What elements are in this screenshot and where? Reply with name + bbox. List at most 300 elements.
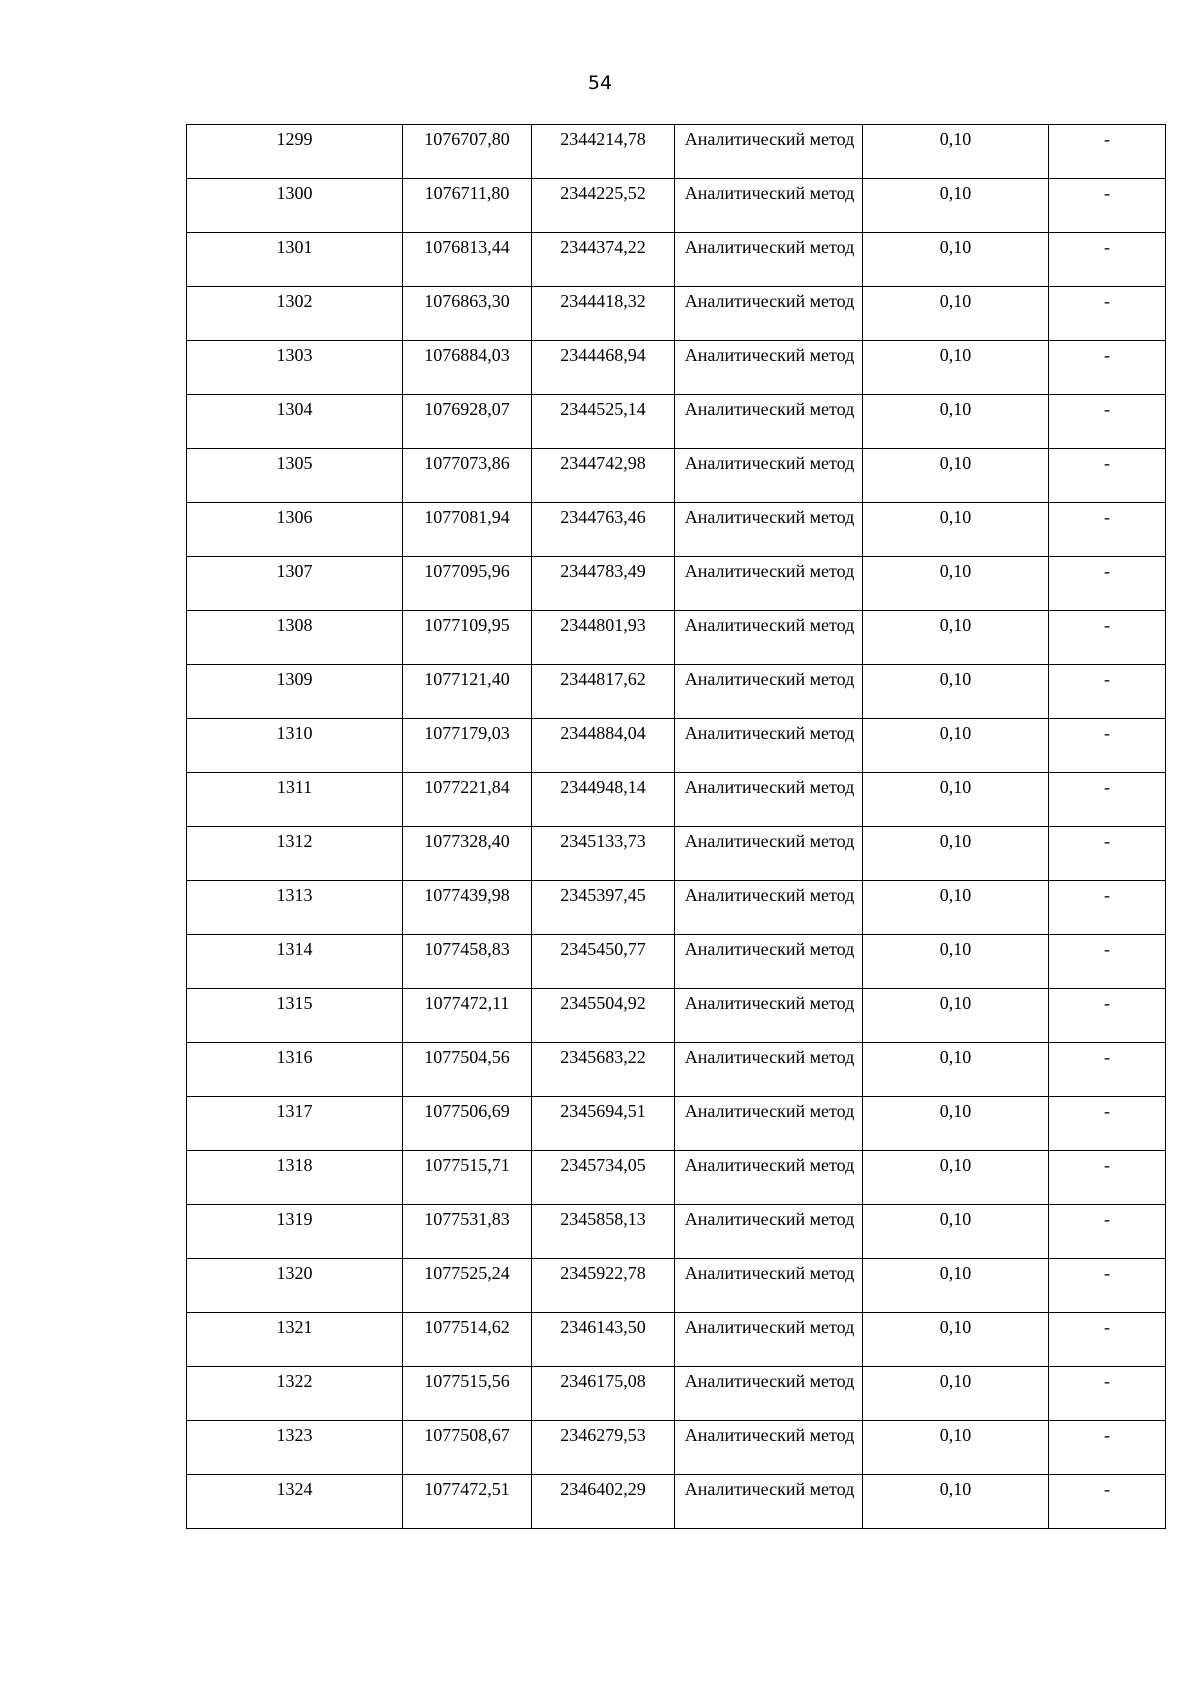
method-cell: [675, 1151, 863, 1205]
accuracy-cell-text: 0,10: [939, 1371, 972, 1391]
x-coordinate-cell-text: 1077514,62: [424, 1317, 510, 1337]
y-coordinate-cell-text: 2345504,92: [560, 993, 646, 1013]
x-coordinate-cell: [403, 1205, 532, 1259]
y-coordinate-cell-text: 2344374,22: [560, 237, 646, 257]
table-row: [187, 1205, 1166, 1259]
accuracy-cell-text: 0,10: [939, 183, 972, 203]
point-number-cell: [187, 1421, 403, 1475]
y-coordinate-cell: [532, 719, 675, 773]
table-row: [187, 773, 1166, 827]
y-coordinate-cell: [532, 1475, 675, 1529]
x-coordinate-cell: [403, 449, 532, 503]
y-coordinate-cell: [532, 233, 675, 287]
y-coordinate-cell: [532, 1205, 675, 1259]
point-number-cell-text: 1315: [276, 993, 313, 1013]
point-number-cell-text: 1306: [276, 507, 313, 527]
accuracy-cell: [863, 1205, 1049, 1259]
y-coordinate-cell-text: 2346175,08: [560, 1371, 646, 1391]
y-coordinate-cell: [532, 1367, 675, 1421]
accuracy-cell: [863, 1475, 1049, 1529]
note-cell-text: -: [1104, 399, 1110, 419]
table-row: [187, 827, 1166, 881]
point-number-cell: [187, 1367, 403, 1421]
note-cell-text: -: [1104, 1101, 1110, 1121]
point-number-cell: [187, 1151, 403, 1205]
note-cell-text: -: [1104, 993, 1110, 1013]
x-coordinate-cell-text: 1077458,83: [424, 939, 510, 959]
point-number-cell-text: 1305: [276, 453, 313, 473]
accuracy-cell: [863, 449, 1049, 503]
point-number-cell: [187, 773, 403, 827]
point-number-cell: [187, 179, 403, 233]
accuracy-cell: [863, 611, 1049, 665]
point-number-cell: [187, 611, 403, 665]
accuracy-cell: [863, 287, 1049, 341]
table-row: [187, 1259, 1166, 1313]
y-coordinate-cell-text: 2344763,46: [560, 507, 646, 527]
table-row: [187, 935, 1166, 989]
method-cell-text: Аналитический метод: [684, 183, 855, 203]
accuracy-cell-text: 0,10: [939, 1263, 972, 1283]
point-number-cell: [187, 665, 403, 719]
note-cell: [1049, 1475, 1166, 1529]
x-coordinate-cell: [403, 1475, 532, 1529]
point-number-cell: [187, 341, 403, 395]
note-cell-text: -: [1104, 1479, 1110, 1499]
accuracy-cell-text: 0,10: [939, 1047, 972, 1067]
note-cell: [1049, 1367, 1166, 1421]
x-coordinate-cell-text: 1077506,69: [424, 1101, 510, 1121]
point-number-cell-text: 1320: [276, 1263, 313, 1283]
table-row: [187, 341, 1166, 395]
table-row: [187, 233, 1166, 287]
accuracy-cell: [863, 665, 1049, 719]
note-cell-text: -: [1104, 453, 1110, 473]
y-coordinate-cell: [532, 935, 675, 989]
accuracy-cell: [863, 125, 1049, 179]
method-cell: [675, 125, 863, 179]
note-cell-text: -: [1104, 1263, 1110, 1283]
point-number-cell-text: 1310: [276, 723, 313, 743]
table-row: [187, 1367, 1166, 1421]
table-row: [187, 179, 1166, 233]
point-number-cell: [187, 1097, 403, 1151]
method-cell: [675, 719, 863, 773]
method-cell: [675, 1313, 863, 1367]
x-coordinate-cell: [403, 989, 532, 1043]
point-number-cell: [187, 1043, 403, 1097]
point-number-cell: [187, 449, 403, 503]
method-cell-text: Аналитический метод: [684, 561, 855, 581]
table-row: [187, 125, 1166, 179]
method-cell: [675, 557, 863, 611]
x-coordinate-cell-text: 1076813,44: [424, 237, 510, 257]
accuracy-cell: [863, 1367, 1049, 1421]
method-cell: [675, 1205, 863, 1259]
accuracy-cell: [863, 557, 1049, 611]
accuracy-cell-text: 0,10: [939, 669, 972, 689]
point-number-cell-text: 1318: [276, 1155, 313, 1175]
y-coordinate-cell: [532, 1313, 675, 1367]
point-number-cell-text: 1323: [276, 1425, 313, 1445]
note-cell-text: -: [1104, 1317, 1110, 1337]
accuracy-cell: [863, 989, 1049, 1043]
accuracy-cell-text: 0,10: [939, 885, 972, 905]
table-row: [187, 611, 1166, 665]
y-coordinate-cell: [532, 1259, 675, 1313]
accuracy-cell-text: 0,10: [939, 1209, 972, 1229]
method-cell: [675, 341, 863, 395]
accuracy-cell: [863, 179, 1049, 233]
method-cell-text: Аналитический метод: [684, 1047, 855, 1067]
y-coordinate-cell-text: 2345450,77: [560, 939, 646, 959]
point-number-cell-text: 1321: [276, 1317, 313, 1337]
note-cell-text: -: [1104, 1371, 1110, 1391]
method-cell-text: Аналитический метод: [684, 1479, 855, 1499]
accuracy-cell-text: 0,10: [939, 615, 972, 635]
accuracy-cell: [863, 341, 1049, 395]
point-number-cell-text: 1311: [276, 777, 313, 797]
accuracy-cell-text: 0,10: [939, 1425, 972, 1445]
accuracy-cell-text: 0,10: [939, 291, 972, 311]
y-coordinate-cell-text: 2345734,05: [560, 1155, 646, 1175]
y-coordinate-cell: [532, 179, 675, 233]
y-coordinate-cell-text: 2346143,50: [560, 1317, 646, 1337]
x-coordinate-cell-text: 1077109,95: [424, 615, 510, 635]
x-coordinate-cell: [403, 1421, 532, 1475]
point-number-cell-text: 1314: [276, 939, 313, 959]
method-cell: [675, 395, 863, 449]
point-number-cell: [187, 1313, 403, 1367]
x-coordinate-cell-text: 1076884,03: [424, 345, 510, 365]
accuracy-cell-text: 0,10: [939, 831, 972, 851]
note-cell: [1049, 179, 1166, 233]
note-cell: [1049, 1043, 1166, 1097]
x-coordinate-cell-text: 1077439,98: [424, 885, 510, 905]
point-number-cell-text: 1312: [276, 831, 313, 851]
x-coordinate-cell: [403, 287, 532, 341]
x-coordinate-cell: [403, 773, 532, 827]
y-coordinate-cell: [532, 1043, 675, 1097]
table-row: [187, 881, 1166, 935]
note-cell: [1049, 773, 1166, 827]
note-cell-text: -: [1104, 777, 1110, 797]
table-row: [187, 557, 1166, 611]
method-cell-text: Аналитический метод: [684, 669, 855, 689]
note-cell: [1049, 341, 1166, 395]
point-number-cell-text: 1304: [276, 399, 313, 419]
y-coordinate-cell: [532, 395, 675, 449]
point-number-cell-text: 1324: [276, 1479, 313, 1499]
note-cell-text: -: [1104, 129, 1110, 149]
x-coordinate-cell: [403, 935, 532, 989]
note-cell: [1049, 287, 1166, 341]
point-number-cell-text: 1317: [276, 1101, 313, 1121]
y-coordinate-cell: [532, 773, 675, 827]
note-cell: [1049, 1313, 1166, 1367]
method-cell-text: Аналитический метод: [684, 1155, 855, 1175]
y-coordinate-cell: [532, 1097, 675, 1151]
method-cell: [675, 449, 863, 503]
point-number-cell-text: 1308: [276, 615, 313, 635]
accuracy-cell: [863, 827, 1049, 881]
note-cell: [1049, 1421, 1166, 1475]
table-row: [187, 1421, 1166, 1475]
accuracy-cell-text: 0,10: [939, 993, 972, 1013]
note-cell-text: -: [1104, 507, 1110, 527]
note-cell: [1049, 827, 1166, 881]
y-coordinate-cell-text: 2344468,94: [560, 345, 646, 365]
x-coordinate-cell-text: 1077081,94: [424, 507, 510, 527]
table-row: [187, 503, 1166, 557]
page-number: 54: [587, 72, 613, 94]
point-number-cell-text: 1322: [276, 1371, 313, 1391]
method-cell: [675, 935, 863, 989]
method-cell-text: Аналитический метод: [684, 1101, 855, 1121]
accuracy-cell: [863, 503, 1049, 557]
y-coordinate-cell: [532, 881, 675, 935]
note-cell-text: -: [1104, 561, 1110, 581]
accuracy-cell: [863, 395, 1049, 449]
accuracy-cell: [863, 1151, 1049, 1205]
y-coordinate-cell: [532, 287, 675, 341]
note-cell-text: -: [1104, 615, 1110, 635]
note-cell-text: -: [1104, 345, 1110, 365]
table-row: [187, 1151, 1166, 1205]
method-cell: [675, 1367, 863, 1421]
y-coordinate-cell: [532, 125, 675, 179]
x-coordinate-cell-text: 1076928,07: [424, 399, 510, 419]
note-cell: [1049, 935, 1166, 989]
accuracy-cell-text: 0,10: [939, 1479, 972, 1499]
note-cell: [1049, 665, 1166, 719]
x-coordinate-cell-text: 1077515,56: [424, 1371, 510, 1391]
accuracy-cell: [863, 1259, 1049, 1313]
y-coordinate-cell-text: 2344948,14: [560, 777, 646, 797]
y-coordinate-cell-text: 2346279,53: [560, 1425, 646, 1445]
y-coordinate-cell: [532, 665, 675, 719]
method-cell: [675, 1421, 863, 1475]
accuracy-cell: [863, 881, 1049, 935]
note-cell-text: -: [1104, 291, 1110, 311]
x-coordinate-cell-text: 1077328,40: [424, 831, 510, 851]
note-cell-text: -: [1104, 1425, 1110, 1445]
table-row: [187, 1475, 1166, 1529]
method-cell-text: Аналитический метод: [684, 723, 855, 743]
x-coordinate-cell: [403, 881, 532, 935]
method-cell: [675, 1259, 863, 1313]
x-coordinate-cell: [403, 341, 532, 395]
x-coordinate-cell: [403, 665, 532, 719]
table-row: [187, 665, 1166, 719]
method-cell-text: Аналитический метод: [684, 939, 855, 959]
method-cell-text: Аналитический метод: [684, 1425, 855, 1445]
accuracy-cell: [863, 1097, 1049, 1151]
y-coordinate-cell-text: 2345133,73: [560, 831, 646, 851]
x-coordinate-cell: [403, 1313, 532, 1367]
note-cell-text: -: [1104, 831, 1110, 851]
method-cell-text: Аналитический метод: [684, 885, 855, 905]
method-cell: [675, 773, 863, 827]
method-cell-text: Аналитический метод: [684, 1371, 855, 1391]
note-cell-text: -: [1104, 939, 1110, 959]
y-coordinate-cell-text: 2344214,78: [560, 129, 646, 149]
point-number-cell: [187, 395, 403, 449]
method-cell-text: Аналитический метод: [684, 237, 855, 257]
point-number-cell-text: 1302: [276, 291, 313, 311]
y-coordinate-cell: [532, 989, 675, 1043]
note-cell-text: -: [1104, 1155, 1110, 1175]
note-cell: [1049, 719, 1166, 773]
x-coordinate-cell: [403, 827, 532, 881]
note-cell: [1049, 557, 1166, 611]
accuracy-cell-text: 0,10: [939, 1317, 972, 1337]
point-number-cell: [187, 827, 403, 881]
x-coordinate-cell: [403, 1097, 532, 1151]
method-cell: [675, 827, 863, 881]
method-cell: [675, 665, 863, 719]
y-coordinate-cell-text: 2345694,51: [560, 1101, 646, 1121]
accuracy-cell: [863, 719, 1049, 773]
accuracy-cell-text: 0,10: [939, 507, 972, 527]
accuracy-cell-text: 0,10: [939, 1101, 972, 1121]
note-cell: [1049, 881, 1166, 935]
x-coordinate-cell-text: 1076707,80: [424, 129, 510, 149]
note-cell: [1049, 125, 1166, 179]
point-number-cell: [187, 503, 403, 557]
point-number-cell: [187, 719, 403, 773]
point-number-cell: [187, 287, 403, 341]
y-coordinate-cell: [532, 557, 675, 611]
accuracy-cell-text: 0,10: [939, 345, 972, 365]
note-cell: [1049, 989, 1166, 1043]
method-cell-text: Аналитический метод: [684, 507, 855, 527]
x-coordinate-cell: [403, 1043, 532, 1097]
x-coordinate-cell: [403, 179, 532, 233]
point-number-cell-text: 1313: [276, 885, 313, 905]
x-coordinate-cell-text: 1077472,51: [424, 1479, 510, 1499]
y-coordinate-cell-text: 2344884,04: [560, 723, 646, 743]
point-number-cell-text: 1303: [276, 345, 313, 365]
y-coordinate-cell: [532, 1421, 675, 1475]
x-coordinate-cell: [403, 719, 532, 773]
method-cell-text: Аналитический метод: [684, 291, 855, 311]
method-cell: [675, 287, 863, 341]
y-coordinate-cell-text: 2346402,29: [560, 1479, 646, 1499]
note-cell: [1049, 395, 1166, 449]
x-coordinate-cell-text: 1077515,71: [424, 1155, 510, 1175]
point-number-cell-text: 1301: [276, 237, 313, 257]
x-coordinate-cell-text: 1077508,67: [424, 1425, 510, 1445]
y-coordinate-cell: [532, 827, 675, 881]
note-cell-text: -: [1104, 723, 1110, 743]
table-row: [187, 1313, 1166, 1367]
x-coordinate-cell: [403, 503, 532, 557]
accuracy-cell: [863, 935, 1049, 989]
table-row: [187, 1097, 1166, 1151]
x-coordinate-cell-text: 1077504,56: [424, 1047, 510, 1067]
x-coordinate-cell-text: 1077095,96: [424, 561, 510, 581]
accuracy-cell-text: 0,10: [939, 723, 972, 743]
accuracy-cell-text: 0,10: [939, 453, 972, 473]
method-cell: [675, 1475, 863, 1529]
x-coordinate-cell: [403, 233, 532, 287]
note-cell: [1049, 1097, 1166, 1151]
y-coordinate-cell-text: 2344783,49: [560, 561, 646, 581]
method-cell-text: Аналитический метод: [684, 1317, 855, 1337]
accuracy-cell-text: 0,10: [939, 399, 972, 419]
x-coordinate-cell: [403, 611, 532, 665]
x-coordinate-cell: [403, 1367, 532, 1421]
point-number-cell: [187, 881, 403, 935]
accuracy-cell: [863, 1421, 1049, 1475]
accuracy-cell-text: 0,10: [939, 939, 972, 959]
note-cell: [1049, 1205, 1166, 1259]
note-cell: [1049, 233, 1166, 287]
y-coordinate-cell-text: 2344525,14: [560, 399, 646, 419]
method-cell-text: Аналитический метод: [684, 1263, 855, 1283]
x-coordinate-cell: [403, 1151, 532, 1205]
method-cell: [675, 1043, 863, 1097]
method-cell: [675, 1097, 863, 1151]
point-number-cell: [187, 557, 403, 611]
method-cell-text: Аналитический метод: [684, 1209, 855, 1229]
y-coordinate-cell-text: 2344418,32: [560, 291, 646, 311]
table-row: [187, 449, 1166, 503]
table-row: [187, 1043, 1166, 1097]
method-cell: [675, 881, 863, 935]
x-coordinate-cell-text: 1077221,84: [424, 777, 510, 797]
y-coordinate-cell: [532, 503, 675, 557]
x-coordinate-cell-text: 1077525,24: [424, 1263, 510, 1283]
note-cell-text: -: [1104, 669, 1110, 689]
point-number-cell-text: 1299: [276, 129, 313, 149]
coordinates-table: [186, 124, 1166, 1529]
note-cell: [1049, 503, 1166, 557]
table-row: [187, 719, 1166, 773]
y-coordinate-cell: [532, 1151, 675, 1205]
note-cell-text: -: [1104, 1209, 1110, 1229]
y-coordinate-cell-text: 2344225,52: [560, 183, 646, 203]
accuracy-cell: [863, 773, 1049, 827]
point-number-cell-text: 1319: [276, 1209, 313, 1229]
point-number-cell: [187, 233, 403, 287]
y-coordinate-cell-text: 2344801,93: [560, 615, 646, 635]
table-row: [187, 287, 1166, 341]
accuracy-cell: [863, 1043, 1049, 1097]
point-number-cell: [187, 989, 403, 1043]
note-cell-text: -: [1104, 1047, 1110, 1067]
x-coordinate-cell: [403, 125, 532, 179]
note-cell: [1049, 1151, 1166, 1205]
method-cell-text: Аналитический метод: [684, 615, 855, 635]
accuracy-cell: [863, 1313, 1049, 1367]
table-body: [187, 125, 1166, 1529]
method-cell: [675, 233, 863, 287]
accuracy-cell-text: 0,10: [939, 237, 972, 257]
y-coordinate-cell-text: 2345922,78: [560, 1263, 646, 1283]
point-number-cell-text: 1300: [276, 183, 313, 203]
method-cell-text: Аналитический метод: [684, 777, 855, 797]
note-cell-text: -: [1104, 885, 1110, 905]
note-cell-text: -: [1104, 237, 1110, 257]
table-row: [187, 989, 1166, 1043]
point-number-cell: [187, 935, 403, 989]
point-number-cell: [187, 1475, 403, 1529]
y-coordinate-cell: [532, 341, 675, 395]
point-number-cell: [187, 1259, 403, 1313]
x-coordinate-cell-text: 1077531,83: [424, 1209, 510, 1229]
